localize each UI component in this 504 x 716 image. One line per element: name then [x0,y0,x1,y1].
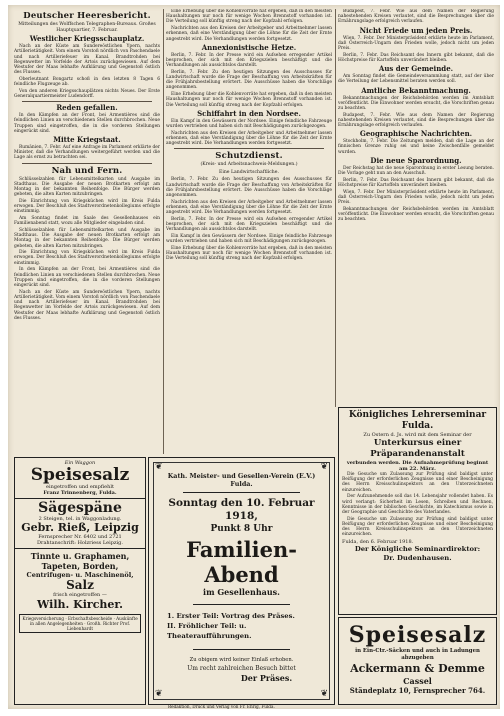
section-heading: Mitte Kriegstaat. [53,135,121,145]
article-paragraph: In den Kämpfen an der Front, bei Armentières sind die feindlichen Linien an verschiedenen Stellen durchbrochen. Neue Truppen sind eingetroffen, die in die vorderen Stellungen eingerückt sind. [14,267,160,288]
article-paragraph: Am Sonntag findet die Gemeindeversammlung statt, auf der über die Verteilung der Lebensmittel beraten werden soll. [338,74,494,85]
article-paragraph: Ein Kampf in den Gewässern der Nordsee. Einige feindliche Fahrzeuge wurden vertrieben und haben sich mit Beschädigungen zurückgezogen. [166,118,332,129]
seminar-date: Fulda, den 6. Februar 1918. [342,539,414,546]
salz-text: in Ein-Ctr.-Säcken und auch in Ladungen abzugeben [355,648,480,661]
ad-line: Tinnte u. Graphamen, [30,551,130,561]
article-paragraph: Schlüsselzahlen für Lebensmittelkarten und Ausgabe im Stadthaus. Die Ausgabe der neuen Brotkarten erfolgt am Montag in der bekannten Reihenfolge. Die Bürger werden gebeten, die alten Karten mitzubringen. [14,227,160,249]
article-paragraph: Berlin, 7. Febr. Zu den heutigen Sitzungen des Ausschusses für Landwirtschaft wurde die Frage der Beschaffung von Arbeitskräften für die Frühjahrsbestellung erörtert. Die Ausschüsse haben die Vorschläge angenommen. [166,177,332,199]
section-schutzdienst: Schutzdienst. [215,151,283,162]
seminar-paragraph: Die Gesuche um Zulassung zur Prüfung sind baldigst unter Beifügung der erforderlichen Zeugnisse und einer Bescheinigung des Herrn Kreisschulinspektors an den Unterzeichneten einzureichen. [342,516,493,538]
article-paragraph: Wien, 7. Febr. Der Ministerpräsident erklärte heute im Parlament, daß Österreich-Ungarn den Frieden wolle, jedoch nicht um jeden Preis. [338,35,494,52]
article-paragraph: Von den anderen Kriegsschauplätzen nichts Neues. Der Erste Generalquartiermeister Ludendorff. [14,88,160,100]
section-heading: Reden gefallen. [56,103,118,113]
seminar-paragraph: Die Gesuche um Zulassung zur Prüfung sind baldigst unter Beifügung der erforderlichen Zeugnisse und einer Bescheinigung des Herrn Kreisschulinspektors an den Unterzeichneten einzureichen. [342,472,493,493]
ad-text: Ein Waggon [64,460,96,466]
article-paragraph: Budapest, 7. Febr. Wie aus dem Namen der Regierung nahestehenden Kreisen verlautet, sind die Besprechungen über die Ernährungslage erfolgreich verlaufen. [338,112,494,129]
article-paragraph: Der Reichstag hat die neue Sparordnung in erster Lesung beraten. Die Vorlage geht nun an den Ausschuß. [338,165,494,177]
ad-text: eingetroffen und empfiehlt [46,484,114,490]
seminar-text: verbunden werden. Die Aufnahmeprüfung beginnt am 22. März. [346,460,489,472]
article-paragraph: Die Einrichtung von Kriegsküchen wird im Kreis Fulda erwogen. Der Beschluß des Stadtverordnetenkollegiums erfolgte einstimmig. [14,198,160,215]
article-paragraph: Budapest, 7. Febr. Wie aus dem Namen der Regierung nahestehenden Kreisen verlautet, sind die Besprechungen über die Ernährungslage erfolgreich verlaufen. [338,9,494,25]
divider [22,101,152,102]
subline-landwirtschaft: Eine Landwirtschaftliche. [219,169,279,175]
column-right [338,9,494,407]
imprint-line: Redaktion, Druck und Verlag von Fr. Ehrig, Fulda. [168,704,275,709]
event-note: Zu obigem wird keiner Einlaß erhoben. [189,657,294,663]
event-signature: Der Präses. [240,673,293,683]
section-heading: Annexionistische Hetze. [201,42,297,52]
ad-text: Fernsprecher Nr. 6402 und 2721 [38,534,122,540]
advertisement-speisesalz-cassel [338,617,497,705]
advertisement-left [14,457,146,705]
article-paragraph: Nachrichten aus den Kreisen der Arbeitgeber und Arbeitnehmer lassen erkennen, daß eine Verständigung über die Löhne für die Zeit der Ernte angestrebt wird. Die Verhandlungen werden fortgesetzt. [166,130,332,147]
ad-text: 2 Steigen, tel. in Waggonladung. [38,516,122,522]
divider [22,163,152,164]
seminar-text: Zu Ostern d. Js. wird mit dem Seminar der [363,432,472,438]
seminar-paragraph: Der Aufzunehmende soll das 14. Lebensjahr vollendet haben. Es wird verlangt: Sicherheit im Lesen, Schreiben und Rechnen, Kenntnisse in der biblischen Geschichte, im Katechismus sowie in der Geographie und Geschichte des Vaterlandes. [342,494,493,515]
salz-address: Ständeplatz 10, Fernsprecher 764. [349,686,486,695]
salz-city: Cassel [403,676,432,686]
article-paragraph: Berlin, 7. Febr. In der Presse wird ein Aufsehen erregender Artikel besprochen, der sich mit den Kriegszielen beschäftigt und die Verhandlungen als aussichtslos darstellt. [166,216,332,233]
event-organizer: Kath. Meister- und Gesellen-Verein (E.V.) Fulda. [167,472,316,488]
ad-text: Franz Trinnenberg, Fulda. [43,490,117,496]
column-rule [163,9,164,454]
section-heading: Amtliche Bekanntmachung. [361,85,471,95]
ad-line: Tapeten, Borden, [41,561,119,571]
article-paragraph: Die Einrichtung von Kriegsküchen wird im Kreis Fulda erwogen. Der Beschluß des Stadtverordnetenkollegiums erfolgte einstimmig. [14,250,160,266]
divider [183,492,300,493]
event-title: Familien-Abend [186,537,297,587]
seminar-signature: Dr. Dudenhausen. [383,554,452,563]
ornament-icon: ❦ [320,689,328,699]
article-paragraph: Berlin, 7. Febr. In der Presse wird ein Aufsehen erregender Artikel besprochen, der sich mit den Kriegszielen beschäftigt und die Verhandlungen als aussichtslos darstellt. [166,52,332,69]
divider [193,649,290,650]
seminar-title: Königliches Lehrerseminar Fulda. [348,410,487,431]
article-paragraph: Berlin, 7. Febr. Das Reichsamt des Innern gibt bekannt, daß die Höchstpreise für Kartoffeln unverändert bleiben. [338,177,494,188]
subline-schutzdienst: (Kreis- und Arbeitsnachweis-Meldungen.) [200,162,298,168]
ad-text: frisch eingetroffen — [53,592,107,598]
article-paragraph: Am Sonntag findet im Saale des Gesellenhauses ein Familienabend statt, wozu alle Mitglieder eingeladen sind. [14,216,160,227]
ornament-icon: ❦ [155,462,163,472]
section-western-front: Westlicher Kriegsschauplatz. [29,34,145,44]
ad-box-small: Kriegsversicherung · Erbschaftsbescheide · Auskünfte in allen Angelegenheiten · Großh. Richter Prof. Liebenhardt [19,614,141,633]
article-paragraph: In den Kämpfen an der Front, bei Armentières sind die feindlichen Linien an verschiedenen Stellen durchbrochen. Neue Truppen sind eingetroffen, die in die vorderen Stellungen eingerückt sind. [14,113,160,134]
section-nah-und-fern: Nah und Fern. [51,165,123,176]
newspaper-page [8,5,500,709]
article-paragraph: Wien, 7. Febr. Der Ministerpräsident erklärte heute im Parlament, daß Österreich-Ungarn den Frieden wolle, jedoch nicht um jeden Preis. [338,189,494,206]
article-paragraph: Rumänien, 7. Febr. Auf eine Anfrage im Parlament erklärte der Minister, daß die Verhandlungen weitergeführt werden und die Lage als ernst zu betrachten sei. [14,145,160,161]
column-middle [166,9,332,454]
subline-telegraph: Mitteilungen des Wolffschen Telegraphen-Bureaus. Großes Hauptquartier, 7. Februar. [18,22,156,33]
divider [193,604,290,605]
section-heading: Geographische Nachrichten. [359,129,473,139]
ornament-icon: ❦ [320,462,328,472]
ad-title-speisesalz: Speisesalz [30,465,130,485]
seminar-subtitle: Unterkursus einer Präparandenanstalt [370,438,465,459]
advertisement-lehrerseminar [338,407,497,615]
advertisement-familienabend [148,457,335,705]
salz-company: Ackermann & Demme [350,662,485,675]
article-paragraph: Nachrichten aus den Kreisen der Arbeitgeber und Arbeitnehmer lassen erkennen, daß eine Verständigung über die Löhne für die Zeit der Ernte angestrebt wird. Die Verhandlungen werden fortgesetzt. [166,26,332,42]
program-item: 1. Erster Teil: Vortrag des Präses. [167,612,295,620]
event-note: Um recht zahlreichen Besuch bittet [187,665,296,672]
article-paragraph: Eine Erhebung über die Kohlenvorräte hat ergeben, daß in den meisten Haushaltungen nur noch für wenige Wochen Brennstoff vorhanden ist. Die Verteilung soll künftig streng nach der Kopfzahl erfolgen. [166,9,332,25]
ad-line: Centrifugen- u. Maschinenöl, [26,571,134,579]
section-heading: Schiffahrt in den Nordsee. [197,108,301,118]
event-date: Sonntag den 10. Februar 1918, [168,497,315,522]
divider [15,548,145,549]
column-rule [335,9,336,407]
salz-title: Speisesalz [348,622,487,648]
article-paragraph: Stockholm, 7. Febr. Die Zeitungen melden, daß die Lage an der finnischen Grenze ruhig sei und keine Zwischenfälle gemeldet wurden. [338,139,494,155]
article-paragraph: Eine Erhebung über die Kohlenvorräte hat ergeben, daß in den meisten Haushaltungen nur noch für wenige Wochen Brennstoff vorhanden ist. Die Verteilung soll künftig streng nach der Kopfzahl erfolgen. [166,92,332,108]
event-place: im Gesellenhaus. [203,587,280,597]
ad-title-saegespaene: Sägespäne [38,500,122,516]
heading-heeresbericht: Deutscher Heeresbericht. [23,11,151,21]
article-paragraph: Nach an der Küste am Sundereöstlichen Ypern, nachts Artillerietätigkeit. Vom einem Vorstoß nördlich von Paschendaele und nach Artilleriefeuer im Kanal. Brandtrohden bei Regenwetter im Vorfelde der Artois zurückgewiesen. Auf dem Westufer der Maas lebhafte Aufklärung und Gegenstoß östlich des Flusses. [14,44,160,76]
column-left [14,9,160,454]
section-heading: Aus der Gemeinde. [378,64,454,74]
article-paragraph: Bekanntmachungen der Reichsbehörden werden im Amtsblatt veröffentlicht. Die Einwohner werden ersucht, die Vorschriften genau zu beachten. [338,206,494,223]
ad-title-riess: Gebr. Rieß, Leipzig [21,521,139,534]
event-time: Punkt 8 Uhr [210,524,273,534]
article-paragraph: Berlin, 7. Febr. Zu den heutigen Sitzungen des Ausschusses für Landwirtschaft wurde die Frage der Beschaffung von Arbeitskräften für die Frühjahrsbestellung erörtert. Die Ausschüsse haben die Vorschläge angenommen. [166,69,332,91]
article-paragraph: Nachrichten aus den Kreisen der Arbeitgeber und Arbeitnehmer lassen erkennen, daß eine Verständigung über die Löhne für die Zeit der Ernte angestrebt wird. Die Verhandlungen werden fortgesetzt. [166,199,332,216]
section-heading: Nicht Friede um jeden Preis. [359,25,473,35]
article-paragraph: Oberleutnant Bongartz schoß in den letzten 8 Tagen 6 feindliche Flugzeuge ab. [14,76,160,88]
article-paragraph: Berlin, 7. Febr. Das Reichsamt des Innern gibt bekannt, daß die Höchstpreise für Kartoffeln unverändert bleiben. [338,52,494,63]
ornament-icon: ❦ [155,689,163,699]
program-item: II. Fröhlicher Teil: u. Theateraufführungen. [167,622,252,640]
article-paragraph: Nach an der Küste am Sundereöstlichen Ypern, nachts Artillerietätigkeit. Vom einem Vorstoß nördlich von Paschendaele und nach Artilleriefeuer im Kanal. Brandtrohden bei Regenwetter im Vorfelde der Artois zurückgewiesen. Auf dem Westufer der Maas lebhafte Aufklärung und Gegenstoß östlich des Flusses. [14,289,160,321]
section-heading: Die neue Sparordnung. [370,155,462,165]
divider [15,498,145,499]
divider [174,148,324,149]
article-paragraph: Ein Kampf in den Gewässern der Nordsee. Einige feindliche Fahrzeuge wurden vertrieben und haben sich mit Beschädigungen zurückgezogen. [166,233,332,245]
ad-line: Salz [66,578,94,592]
ad-text: Drahtanschrift: Holzriess Leipzig. [37,540,123,546]
seminar-signature: Der Königliche Seminardirektor: [354,545,481,554]
article-paragraph: Bekanntmachungen der Reichsbehörden werden im Amtsblatt veröffentlicht. Die Einwohner werden ersucht, die Vorschriften genau zu beachten. [338,95,494,111]
article-paragraph: Eine Erhebung über die Kohlenvorräte hat ergeben, daß in den meisten Haushaltungen nur noch für wenige Wochen Brennstoff vorhanden ist. Die Verteilung soll künftig streng nach der Kopfzahl erfolgen. [166,245,332,262]
article-paragraph: Schlüsselzahlen für Lebensmittelkarten und Ausgabe im Stadthaus. Die Ausgabe der neuen Brotkarten erfolgt am Montag in der bekannten Reihenfolge. Die Bürger werden gebeten, die alten Karten mitzubringen. [14,176,160,198]
ad-title-kircher: Wilh. Kircher. [36,598,124,611]
